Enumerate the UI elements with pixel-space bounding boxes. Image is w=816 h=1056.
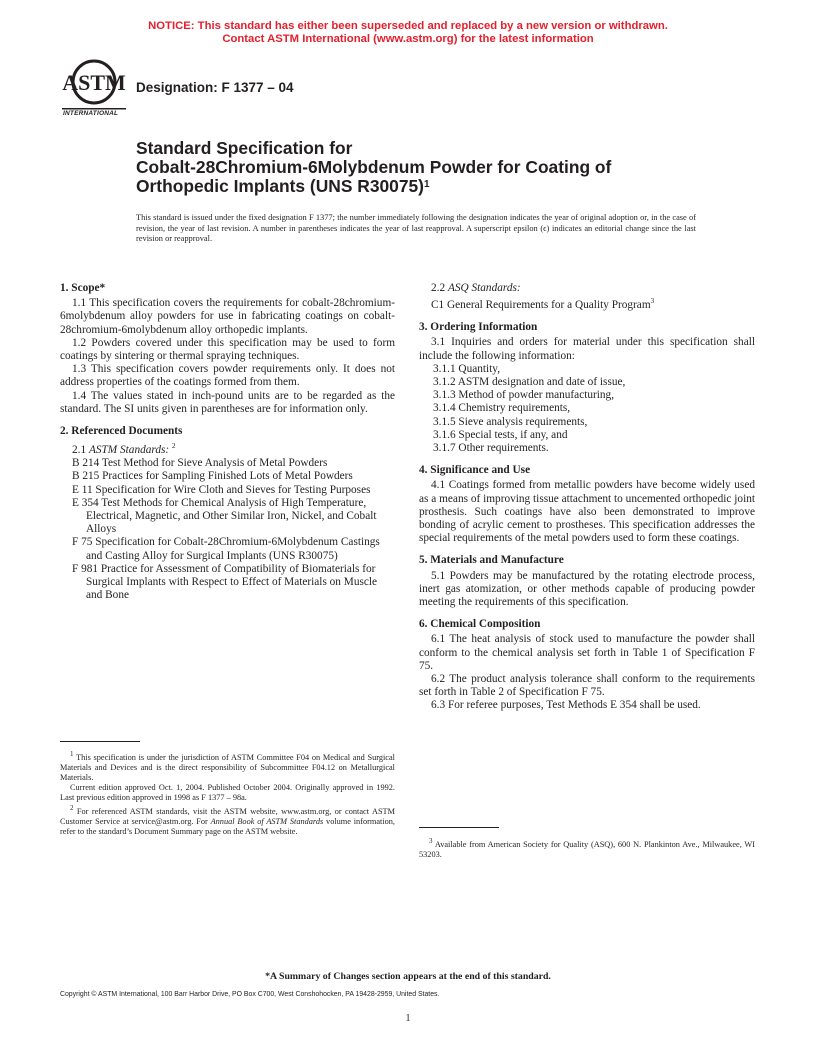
summary-of-changes-note: *A Summary of Changes section appears at the end of this standard. (265, 971, 551, 982)
left-column (60, 282, 395, 602)
ordering-item: 3.1.3 Method of powder manufacturing, (433, 389, 615, 402)
astm-standards-label: ASTM Standards: (88, 444, 170, 456)
reference-item: F 75 Specification for Cobalt-28Chromium-6Molybdenum Castings and Casting Alloy for Surgical Implants (UNS R30075) (72, 536, 380, 562)
paragraph-1-2: 1.2 Powders covered under this specification may be used to form coatings by sintering or thermal spraying techniques. (60, 336, 395, 363)
footnote-rule (60, 741, 140, 742)
ordering-item: 3.1.6 Special tests, if any, and (433, 428, 568, 441)
footnote-3: $^3$ Available from American Society for Quality (ASQ), 600 N. Plankinton Ave., Milwaukee, WI 53203. (419, 837, 755, 859)
paragraph-2-2-num: 2.2 (431, 282, 446, 294)
title-line-2: Cobalt-28Chromium-6Molybdenum Powder for Coating of (136, 156, 612, 177)
footnote-2-italic: Annual Book of ASTM Standards (210, 817, 324, 827)
section-6-heading: 6. Chemical Composition (419, 618, 541, 631)
footnote-1: $^1$ This specification is under the jurisdiction of ASTM Committee F04 on Medical and Surgical Materials and Devices and is the direct responsibility of Subcommittee F04.12 on Metallurgical Materials. (60, 750, 395, 782)
ordering-item: 3.1.7 Other requirements. (433, 442, 549, 454)
paragraph-2-2 (419, 282, 755, 295)
astm-international-logo (60, 57, 128, 119)
ordering-item: 3.1.5 Sieve analysis requirements, (433, 415, 588, 428)
left-footnotes (60, 741, 395, 837)
page-number: 1 (405, 1013, 411, 1024)
reference-item: B 215 Practices for Sampling Finished Lots of Metal Powders (72, 470, 353, 483)
right-footnotes (419, 827, 755, 860)
section-4-heading: 4. Significance and Use (419, 464, 531, 477)
paragraph-2-1 (60, 440, 395, 457)
notice-line-2: Contact ASTM International (www.astm.org) for the latest information (222, 33, 594, 45)
section-3-heading: 3. Ordering Information (419, 321, 538, 334)
asq-standards-label: ASQ Standards: (447, 282, 521, 294)
withdrawal-notice (0, 20, 816, 46)
section-2-heading: 2. Referenced Documents (60, 425, 183, 438)
paragraph-1-4: 1.4 The values stated in inch-pound units are to be regarded as the standard. The SI units given in parentheses are for information only. (60, 389, 395, 415)
paragraph-6-3: 6.3 For referee purposes, Test Methods E 354 shall be used. (431, 699, 701, 712)
footnote-rule (419, 827, 499, 828)
paragraph-1-1: 1.1 This specification covers the requirements for cobalt-28chromium-6molybdenum alloy powders for use in fabricating coatings on cobalt-28chromium-6molybdenum alloy orthopedic implants. (60, 297, 395, 336)
title-line-3-text: Orthopedic Implants (UNS R30075) (136, 175, 424, 196)
reference-item: E 354 Test Methods for Chemical Analysis of High Temperature, Electrical, Magnetic, and Other Similar Iron, Nickel, and Cobalt Alloys (72, 496, 377, 536)
reference-c1-text: C1 General Requirements for a Quality Program (431, 298, 651, 311)
paragraph-5-1: 5.1 Powders may be manufactured by the rotating electrode process, inert gas atomization, or other methods capable of producing powder meeting the requirements of this specification. (419, 569, 755, 609)
right-column (419, 282, 755, 713)
reference-item: F 981 Practice for Assessment of Compatibility of Biomaterials for Surgical Implants with Respect to Effect of Materials on Muscle and Bone (72, 562, 378, 602)
footnote-2: $^2$ For referenced ASTM standards, visit the ASTM website, www.astm.org, or contact ASTM Customer Service at service@astm.org. For Annual Book of ASTM Standards volume information, refer to the standard’s Document Summary page on the ASTM website. (60, 804, 395, 837)
paragraph-2-1-num: 2.1 (72, 444, 87, 456)
reference-c1 (419, 295, 755, 312)
designation: Designation: F 1377 – 04 (136, 80, 294, 95)
title-line-1: Standard Specification for (136, 138, 353, 158)
paragraph-4-1: 4.1 Coatings formed from metallic powders have become widely used as a means of improving tissue attachment to uncemented orthopedic joint prosthesis. Such coatings have also been demonstrated to improve bonding of acrylic cement to prostheses. This specification addresses the special requirements of the metal powders used to form these coatings. (419, 479, 755, 545)
footnote-3-mark: 3 (650, 297, 655, 306)
paragraph-6-2: 6.2 The product analysis tolerance shall conform to the requirements set forth in Table 2 of Specification F 75. (419, 673, 755, 699)
footnote-1-text: This specification is under the jurisdiction of ASTM Committee F04 on Medical and Surgical Materials and Devices and is the direct responsibility of Subcommittee F04.12 on Metallurgical Materials. (60, 752, 395, 782)
copyright-line: Copyright © ASTM International, 100 Barr Harbor Drive, PO Box C700, West Conshohocken, PA 19428-2959, United States. (60, 991, 440, 998)
issued-note: This standard is issued under the fixed designation F 1377; the number immediately following the designation indicates the year of original adoption or, in the case of revision, the year of last revision. A number in parentheses indicates the year of last reapproval. A superscript epsilon (ϵ) indicates an editorial change since the last revision or reapproval. (136, 213, 696, 244)
footnote-3-text: Available from American Society for Quality (ASQ), 600 N. Plankinton Ave., Milwaukee, WI 53203. (419, 839, 755, 859)
ordering-item: 3.1.4 Chemistry requirements, (433, 402, 571, 415)
title-footnote-mark: 1 (423, 178, 430, 190)
footnote-2-text-b: volume information, refer to the standard’s Document Summary page on the ASTM website. (60, 817, 395, 837)
footnote-1-edition: Current edition approved Oct. 1, 2004. Published October 2004. Originally approved in 1992. Last previous edition approved in 1998 as F 1377 – 98a. (60, 783, 395, 803)
logo-text: INTERNATIONAL (63, 110, 119, 117)
section-1-heading: 1. Scope* (60, 282, 106, 294)
title-line-3 (136, 177, 611, 196)
paragraph-3-1: 3.1 Inquiries and orders for material under this specification shall include the following information: (419, 336, 755, 362)
ordering-item: 3.1.2 ASTM designation and date of issue, (433, 375, 626, 388)
notice-line-1: NOTICE: This standard has either been superseded and replaced by a new version or withdrawn. (148, 20, 668, 32)
svg-text:ASTM: ASTM (62, 70, 126, 95)
paragraph-1-3: 1.3 This specification covers powder requirements only. It does not address properties of the coatings formed from them. (60, 363, 395, 389)
footnote-2-text-a: For referenced ASTM standards, visit the ASTM website, www.astm.org, or contact ASTM Customer Service at service@astm.org. For (60, 807, 395, 827)
section-5-heading: 5. Materials and Manufacture (419, 554, 564, 567)
document-title (136, 139, 611, 195)
reference-item: E 11 Specification for Wire Cloth and Sieves for Testing Purposes (72, 483, 371, 496)
footnote-2-mark: 2 (172, 442, 176, 451)
paragraph-6-1: 6.1 The heat analysis of stock used to manufacture the powder shall conform to the chemical analysis set forth in Table 1 of Specification F 75. (419, 633, 755, 672)
reference-item: B 214 Test Method for Sieve Analysis of Metal Powders (72, 457, 328, 470)
ordering-item: 3.1.1 Quantity, (433, 362, 501, 375)
